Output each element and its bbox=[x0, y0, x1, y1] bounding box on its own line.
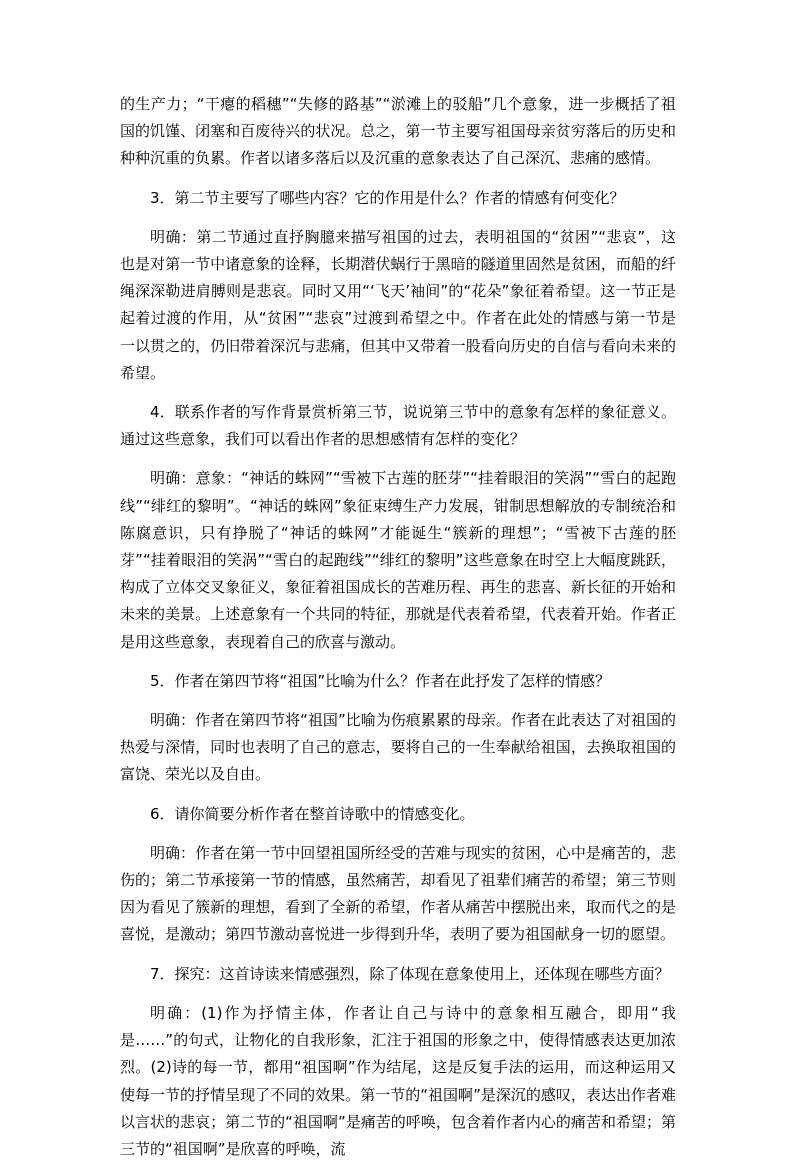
answer-4: 明确：意象：“神话的蛛网”“雪被下古莲的胚芽”“挂着眼泪的笑涡”“雪白的起跑线”“绯红的黎明”。“神话的蛛网”象征束缚生产力发展，钳制思想解放的专制统治和陈腐意识，只有挣脱了“神话的蛛网”才能诞生“簇新的理想”；“雪被下古莲的胚芽”“挂着眼泪的笑涡”“雪白的起跑线”“绯红的黎明”这些意象在时空上大幅度跳跃，构成了立体交叉象征义，象征着祖国成长的苦难历程、再生的悲喜、新长征的开始和未来的美景。上述意象有一个共同的特征，那就是代表着希望，代表着开始。作者正是用这些意象，表现着自己的欣喜与激动。 bbox=[120, 469, 676, 651]
answer-5: 明确：作者在第四节将“祖国”比喻为伤痕累累的母亲。作者在此表达了对祖国的热爱与深情，同时也表明了自己的意志，要将自己的一生奉献给祖国，去换取祖国的富饶、荣光以及自由。 bbox=[120, 711, 676, 784]
answer-paragraph-continued: 的生产力；“干瘪的稻穗”“失修的路基”“淤滩上的驳船”几个意象，进一步概括了祖国的饥馑、闭塞和百废待兴的状况。总之，第一节主要写祖国母亲贫穷落后的历史和种种沉重的负累。作者以诸多落后以及沉重的意象表达了自己深沉、悲痛的感情。 bbox=[120, 95, 676, 168]
question-3: 3．第二节主要写了哪些内容？它的作用是什么？作者的情感有何变化？ bbox=[150, 188, 625, 207]
question-4: 4．联系作者的写作背景赏析第三节，说说第三节中的意象有怎样的象征意义。通过这些意象，我们可以看出作者的思想感情有怎样的变化？ bbox=[120, 403, 676, 449]
answer-6: 明确：作者在第一节中回望祖国所经受的苦难与现实的贫困，心中是痛苦的，悲伤的；第二节承接第一节的情感，虽然痛苦，却看见了祖辈们痛苦的希望；第三节则因为看见了簇新的理想，看到了全新的希望，作者从痛苦中摆脱出来，取而代之的是喜悦，是激动；第四节激动喜悦进一步得到升华，表明了要为祖国献身一切的愿望。 bbox=[120, 843, 676, 944]
answer-3: 明确：第二节通过直抒胸臆来描写祖国的过去，表明祖国的“贫困”“悲哀”，这也是对第一节中诸意象的诠释，长期潜伏蜗行于黑暗的隧道里固然是贫困，而船的纤绳深深勒进肩膊则是悲哀。同时又用“‘飞天’袖间”的“花朵”象征着希望。这一节正是起着过渡的作用，从“贫困”“悲哀”过渡到希望之中。作者在此处的情感与第一节是一以贯之的，仍旧带着深沉与悲痛，但其中又带着一股看向历史的自信与看向未来的希望。 bbox=[120, 227, 676, 382]
question-5: 5．作者在第四节将“祖国”比喻为什么？作者在此抒发了怎样的情感？ bbox=[150, 671, 611, 690]
document-page bbox=[120, 91, 676, 1163]
question-7: 7．探究：这首诗读来情感强烈，除了体现在意象使用上，还体现在哪些方面？ bbox=[150, 964, 670, 983]
answer-7: 明确：(1)作为抒情主体，作者让自己与诗中的意象相互融合，即用“我是……”的句式，让物化的自我形象，汇注于祖国的形象之中，使得情感表达更加浓烈。(2)诗的每一节，都用“祖国啊”作为结尾，这是反复手法的运用，而这种运用又使每一节的抒情呈现了不同的效果。第一节的“祖国啊”是深沉的感叹，表达出作者难以言状的悲哀；第二节的“祖国啊”是痛苦的呼唤，包含着作者内心的痛苦和希望；第三节的“祖国啊”是欣喜的呼唤，流 bbox=[120, 1003, 676, 1158]
question-6: 6．请你简要分析作者在整首诗歌中的情感变化。 bbox=[150, 804, 475, 823]
